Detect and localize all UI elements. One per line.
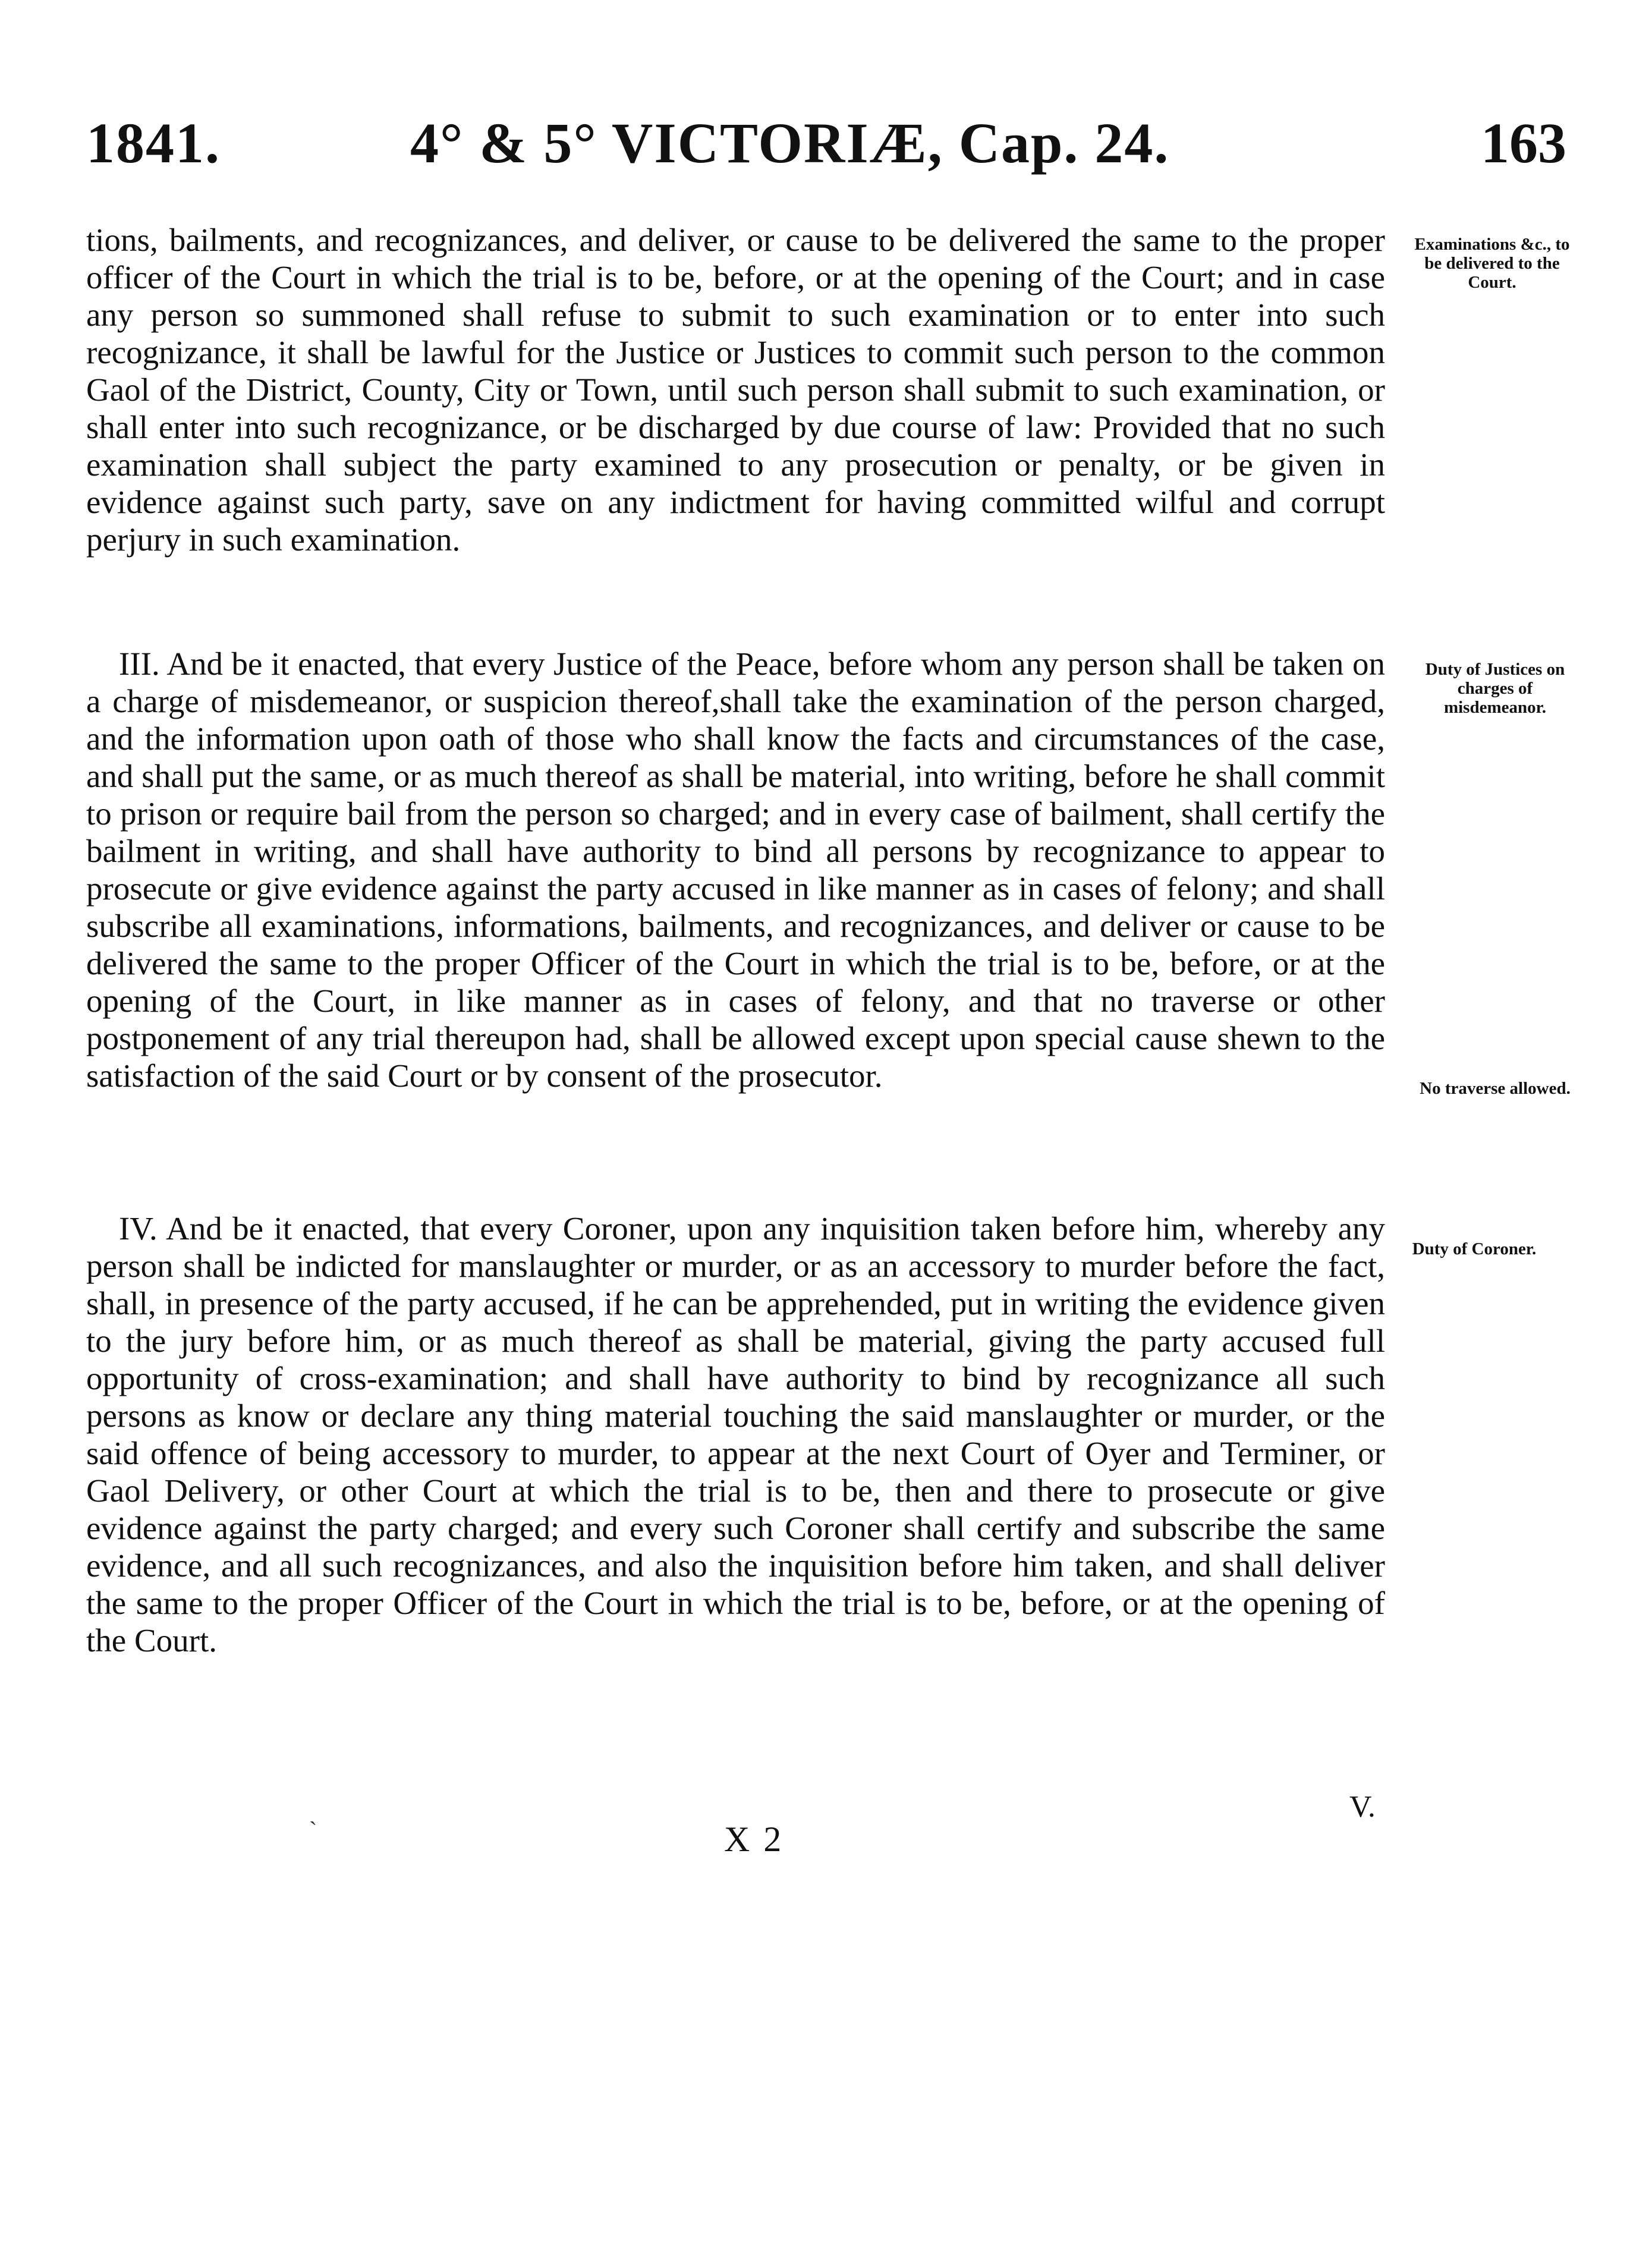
margin-note-no-traverse: No traverse allowed. xyxy=(1420,1079,1571,1098)
page-number: 163 xyxy=(1481,111,1566,175)
signature-mark: X 2 xyxy=(724,1820,784,1859)
paragraph-section-iv: IV. And be it enacted, that every Coroner, upon any inquisition taken before him, whereby any person shall be indicted for manslaughter or murder, or as an accessory to murder before the fact, shall, in presence of the party accused, if he can be apprehended, put in writing the evidence given to the jury before him, or as much thereof as shall be material, giving the party accused full opportunity of cross-examination; and shall have authority to bind by recognizance all such persons as know or declare any thing material touching the said manslaughter or murder, or the said offence of being accessory to murder, to appear at the next Court of Oyer and Terminer, or Gaol Delivery, or other Court at which the trial is to be, then and there to prosecute or give evidence against the party charged; and every such Coroner shall certify and subscribe the same evidence, and all such recognizances, and also the inquisition before him taken, and shall deliver the same to the proper Officer of the Court in which the trial is to be, before, or at the opening of the Court. xyxy=(86,1210,1385,1659)
running-header xyxy=(86,110,1566,181)
catchword: V. xyxy=(1349,1790,1376,1824)
margin-note-examinations: Examinations &c., to be delivered to the Court. xyxy=(1414,235,1570,292)
margin-note-duty-of-justices: Duty of Justices on charges of misdemeanor. xyxy=(1425,660,1565,717)
paragraph-continued: tions, bailments, and recognizances, and deliver, or cause to be delivered the same to the proper officer of the Court in which the trial is to be, before, or at the opening of the Court; and in case any person so summoned shall refuse to submit to such examination or to enter into such recognizance, it shall be lawful for the Justice or Justices to commit such person to the common Gaol of the District, County, City or Town, until such person shall submit to such examination, or shall enter into such recognizance, or be discharged by due course of law: Provided that no such examination shall subject the party examined to any prosecution or penalty, or be given in evidence against such party, save on any indictment for having committed wilful and corrupt perjury in such examination. xyxy=(86,222,1385,558)
header-year: 1841. xyxy=(86,111,221,175)
paragraph-section-iii: III. And be it enacted, that every Justice of the Peace, before whom any person shall be taken on a charge of misdemeanor, or suspicion thereof,shall take the examination of the person charged, and the information upon oath of those who shall know the facts and circumstances of the case, and shall put the same, or as much thereof as shall be material, into writing, before he shall commit to prison or require bail from the person so charged; and in every case of bailment, shall certify the bailment in writing, and shall have authority to bind all persons by recognizance to appear to prosecute or give evidence against the party accused in like manner as in cases of felony; and shall subscribe all examinations, informations, bailments, and recognizances, and deliver or cause to be delivered the same to the proper Officer of the Court in which the trial is to be, before, or at the opening of the Court, in like manner as in cases of felony, and that no traverse or other postponement of any trial thereupon had, shall be allowed except upon special cause shewn to the satisfaction of the said Court or by consent of the prosecutor. xyxy=(86,646,1385,1094)
margin-note-duty-of-coroner: Duty of Coroner. xyxy=(1412,1239,1537,1258)
header-title: 4° & 5° VICTORIÆ, Cap. 24. xyxy=(410,111,1170,175)
stray-mark: ` xyxy=(309,1817,317,1843)
